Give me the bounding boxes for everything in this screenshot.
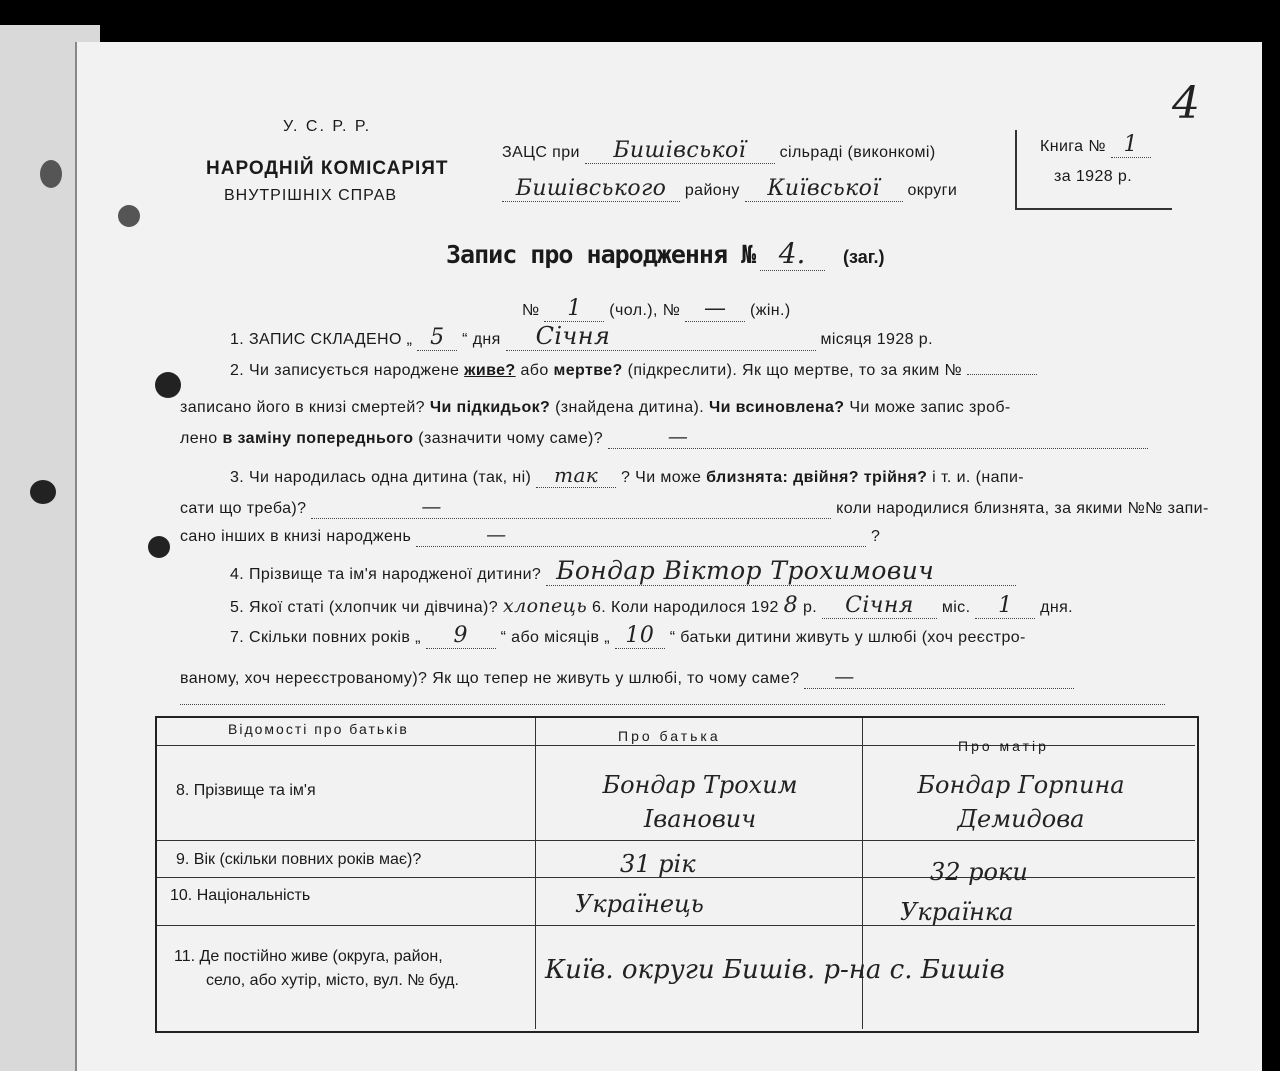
dead-option: мертве? (553, 362, 623, 379)
mother-age: 32 роки (930, 858, 1028, 886)
item-1-day-label: “ дня (462, 331, 501, 348)
child-name: Бондар Віктор Трохимович (546, 556, 1016, 586)
sub-numbers (522, 296, 791, 322)
item-2-answer: — (608, 424, 1148, 449)
title-number: 4. (760, 237, 825, 271)
zags-line (502, 138, 936, 164)
row-11-label-2: село, або хутір, місто, вул. № буд. (206, 972, 459, 989)
birth-year-digit: 8 (783, 593, 799, 618)
alive-option: живе? (464, 362, 516, 379)
item-3-answer-3: — (416, 522, 866, 547)
table-col-divider (535, 718, 536, 1029)
father-name: Бондар Трохим Іванович (602, 771, 798, 833)
district-name: Бишівського (502, 176, 680, 202)
mother-nationality: Українка (900, 898, 1014, 926)
item-3-line-1 (230, 463, 1024, 488)
item-4 (230, 556, 1016, 586)
book-number (1040, 132, 1151, 158)
item-6-label: 6. Коли народилося 192 (591, 599, 779, 616)
sub-no: № (522, 302, 540, 319)
birth-year-label: р. (802, 599, 818, 616)
marriage-months: 10 (615, 623, 665, 649)
replacement-question: в заміну попереднього (222, 430, 414, 447)
district-label: району (684, 182, 740, 199)
row-11-label-1: 11. Де постійно живе (округа, район, (174, 948, 443, 965)
row-10-label: 10. Національність (170, 887, 311, 904)
item-7-text: 7. Скільки повних років „ (230, 629, 421, 646)
okrug-name: Київської (745, 176, 903, 202)
item-7-line-1 (230, 623, 1026, 649)
item-2-text-c: записано його в книзі смертей? (180, 399, 425, 416)
row-9-label: 9. Вік (скільки повних років має)? (176, 851, 422, 868)
item-3-text-d: сати що треба)? (180, 500, 307, 517)
item-7-extra-line (180, 692, 1165, 705)
item-2-text-g: (зазначити чому саме)? (418, 430, 604, 447)
foundling-question: Чи підкидьок? (429, 399, 551, 416)
ussr-header: У. С. Р. Р. (283, 118, 372, 135)
birth-month: Січня (822, 593, 937, 619)
row-8-label: 8. Прізвище та ім'я (176, 782, 316, 799)
female-label: (жін.) (750, 302, 791, 319)
female-number: — (685, 296, 745, 322)
item-3-text: 3. Чи народилась одна дитина (так, ні) (230, 469, 532, 486)
twins-question: близнята: двійня? трійня? (706, 469, 928, 486)
item-7-answer: — (804, 664, 1074, 689)
title-suffix: (заг.) (843, 247, 885, 267)
commissariat-header: НАРОДНІЙ КОМІСАРІЯТ (206, 158, 449, 179)
item-1 (230, 322, 933, 351)
district-line (502, 176, 957, 202)
item-3-text-g: ? (870, 528, 881, 545)
item-3-answer: так (536, 463, 616, 488)
item-4-label: 4. Прізвище та ім'я народженої дитини? (230, 566, 542, 583)
item-2-text-e: Чи може запис зроб- (849, 399, 1011, 416)
book-number-value: 1 (1111, 132, 1151, 158)
table-header-info: Відомості про батьків (228, 721, 409, 737)
book-year: за 1928 р. (1054, 168, 1133, 185)
item-3-text-c: і т. и. (напи- (932, 469, 1025, 486)
item-3-line-2 (180, 494, 1209, 519)
item-7-line-2 (180, 664, 1074, 689)
item-2-line-1 (230, 362, 1037, 380)
item-5-label: 5. Якої статі (хлопчик чи дівчина)? (230, 599, 499, 616)
ink-stain (148, 536, 170, 558)
birth-month-label: міс. (941, 599, 971, 616)
mother-name: Бондар Горпина Демидова (917, 771, 1125, 833)
item-2-text: 2. Чи записується народжене (230, 362, 460, 379)
dotted-line (967, 374, 1037, 375)
male-label: (чол.), № (609, 302, 681, 319)
item-2-line-3 (180, 424, 1148, 449)
internal-affairs-header: ВНУТРІШНІХ СПРАВ (224, 187, 398, 204)
table-header-mother: Про матір (958, 738, 1049, 754)
father-age: 31 рік (620, 850, 696, 878)
council-name: Бишівської (585, 138, 775, 164)
ink-stain (118, 205, 140, 227)
item-1-month: Січня (506, 322, 816, 351)
item-7-text-d: ваному, хоч нереєстрованому)? Як що тепер не живуть у шлюбі, то чому саме? (180, 670, 800, 687)
item-2-or: або (520, 362, 549, 379)
item-3-text-f: сано інших в книзі народжень (180, 528, 412, 545)
table-header-father: Про батька (618, 728, 721, 744)
item-2-line-2 (180, 399, 1011, 417)
table-row-divider (157, 840, 1195, 841)
item-3-text-b: ? Чи може (621, 469, 702, 486)
record-title (446, 237, 884, 271)
marriage-years: 9 (426, 623, 496, 649)
item-7-text-c: “ батьки дитини живуть у шлюбі (хоч реєстро- (669, 629, 1026, 646)
council-suffix: сільраді (виконкомі) (779, 144, 936, 161)
item-5-6 (230, 593, 1073, 619)
adopted-question: Чи всиновлена? (708, 399, 845, 416)
ink-stain (40, 160, 62, 188)
male-number: 1 (544, 296, 604, 322)
zags-prefix: ЗАЦС при (502, 144, 580, 161)
birth-day-label: дня. (1040, 599, 1074, 616)
item-3-line-3 (180, 522, 880, 547)
ink-stain (30, 480, 56, 504)
book-label: Книга № (1040, 138, 1106, 155)
item-2-text-b: (підкреслити). Як що мертве, то за яким № (627, 362, 963, 379)
birth-day: 1 (975, 593, 1035, 619)
title-text: Запис про народження № (446, 240, 756, 269)
father-nationality: Українець (575, 890, 704, 918)
item-2-text-f: лено (180, 430, 218, 447)
ink-stain (155, 372, 181, 398)
item-2-text-d: (знайдена дитина). (555, 399, 705, 416)
item-1-day: 5 (417, 325, 457, 351)
table-row-divider (157, 925, 1195, 926)
item-3-text-e: коли народилися близнята, за якими №№ запи- (836, 500, 1209, 517)
item-1-prefix: 1. ЗАПИС СКЛАДЕНО „ (230, 331, 413, 348)
corner-number: 4 (1172, 78, 1200, 129)
residence: Київ. округи Бишів. р-на с. Бишів (545, 955, 1005, 985)
item-3-answer-2: — (311, 494, 831, 519)
okrug-label: округи (907, 182, 958, 199)
child-sex: хлопець (502, 595, 588, 617)
item-1-month-label: місяця 1928 р. (820, 331, 933, 348)
item-7-text-b: “ або місяців „ (500, 629, 610, 646)
